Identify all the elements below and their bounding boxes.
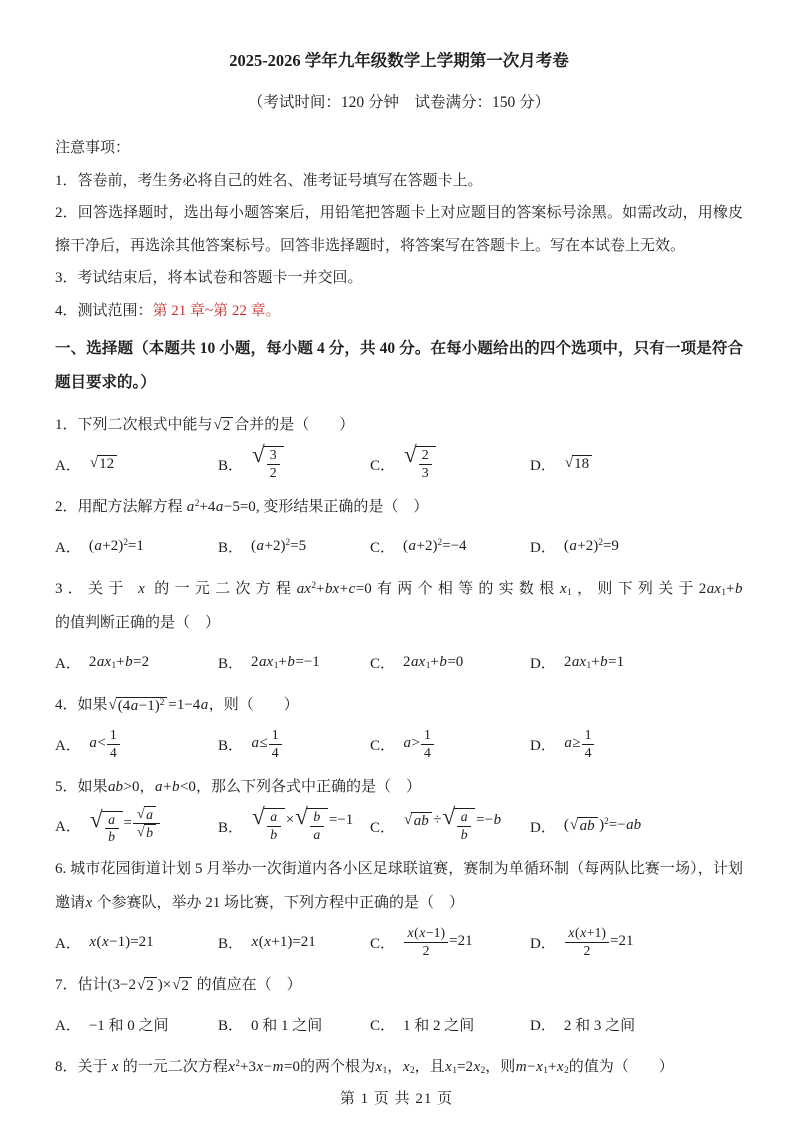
option-a <box>55 652 218 673</box>
math-formula <box>251 442 285 480</box>
option-c <box>370 652 530 673</box>
radical-sign-icon: √ <box>136 977 146 993</box>
text-run: 1 和 2 之间 <box>403 1017 475 1034</box>
text-run: 2 和 3 之间 <box>563 1017 636 1034</box>
math-formula: ( √ ab )$^2$=−ab <box>563 817 642 835</box>
fraction: $\frac{1}{4}$ <box>421 727 434 761</box>
text-run: 个参赛队，举办 21 场比赛，下列方程中正确的是（ ） <box>92 895 464 911</box>
option-a <box>55 727 218 761</box>
math-formula: (3−2 √ 2 )× √ 2 <box>108 977 193 993</box>
text-run: 的一元二次方程 <box>118 1059 228 1075</box>
text-run: 第 21 章~第 22 章。 <box>152 302 281 319</box>
sqrt-radical: √ 12 <box>90 455 117 473</box>
math-formula: $x_2$ <box>402 1059 415 1076</box>
math-formula: x <box>85 895 93 911</box>
radical-sign-icon: √ <box>404 812 413 829</box>
option-content <box>403 804 502 843</box>
notice-item <box>55 295 743 328</box>
option-label: B． <box>218 1017 244 1034</box>
options-row <box>55 804 743 848</box>
option-content <box>251 804 354 843</box>
fraction: $\frac{1}{4}$ <box>269 727 282 761</box>
notice-heading: 注意事项： <box>55 140 131 156</box>
radical-sign-icon: √ <box>108 697 117 713</box>
text-run: 5．如果 <box>55 779 108 795</box>
notice-item <box>55 197 743 262</box>
fraction: $\frac{1}{4}$ <box>107 727 120 761</box>
option-d <box>530 454 743 475</box>
math-formula: $x_1$ <box>375 1059 388 1076</box>
math-formula: $2ax_1+b=-1$ <box>251 653 320 671</box>
option-content <box>564 925 634 959</box>
notice-item <box>55 165 743 198</box>
option-a <box>55 536 218 557</box>
question-1 <box>55 408 743 486</box>
question-stem <box>55 770 743 804</box>
math-formula: $m-x_1+x_2$ <box>515 1059 569 1076</box>
text-run: 0 和 1 之间 <box>251 1017 323 1034</box>
option-label: D． <box>530 655 556 672</box>
option-d <box>530 652 743 673</box>
radical-sign-icon: √ <box>136 823 145 839</box>
math-formula: $x^2+3x-m=0$ <box>228 1058 300 1075</box>
math-formula: x <box>138 581 145 597</box>
fraction <box>133 806 160 840</box>
math-formula: x(x−1)=21 <box>89 933 154 950</box>
option-b <box>218 442 370 481</box>
sqrt-radical <box>404 442 436 481</box>
text-run: 1．答卷前，考生务必将自己的姓名、准考证号填写在答题卡上。 <box>55 172 483 189</box>
option-label: A． <box>55 457 81 474</box>
text-run: 的值判断正确的是（ ） <box>55 615 221 631</box>
math-formula: $(a+2)^2=9$ <box>563 537 619 554</box>
page-title: 2025-2026 学年九年级数学上学期第一次月考卷 <box>229 51 569 70</box>
radical-sign-icon: √ <box>295 804 308 831</box>
radical-sign-icon: √ <box>404 442 417 469</box>
option-label: C． <box>370 819 396 836</box>
text-run: 4．测试范围： <box>55 302 153 319</box>
option-b <box>218 932 370 953</box>
text-run: 3．关于 <box>55 581 138 597</box>
math-formula: a≤ $\frac{1}{4}$ <box>251 735 283 751</box>
option-content <box>403 727 435 761</box>
sqrt-radical: √ 2 <box>172 977 192 995</box>
option-label: D． <box>530 1017 556 1034</box>
math-formula: √ $(4a-1)^2$ =1−4a <box>108 697 209 714</box>
option-c <box>370 442 530 481</box>
option-content <box>251 442 285 481</box>
math-formula: √ $\frac{a}{b}$ × √ $\frac{b}{a}$ =−1 <box>252 804 354 842</box>
option-label: B． <box>218 655 244 672</box>
option-d <box>530 816 743 837</box>
radical-sign-icon: √ <box>213 417 222 433</box>
option-a <box>55 932 218 953</box>
text-run: 7．估计 <box>55 977 108 993</box>
option-content <box>89 654 149 671</box>
math-formula: $2ax_1+b$ <box>698 581 743 598</box>
fraction: $\frac{x(x-1)}{2}$ <box>404 925 448 959</box>
options-row <box>55 1002 743 1046</box>
math-formula <box>89 455 118 471</box>
sqrt-radical: √ a <box>137 806 156 822</box>
sqrt-radical: √ 2 <box>137 977 157 995</box>
math-formula: √ ab ÷ √ $\frac{a}{b}$ =−b <box>404 804 502 842</box>
section-heading: 一、选择题（本题共 10 小题，每小题 4 分，共 40 分。在每小题给出的四个选项中，只有一项是符合题目要求的。） <box>55 340 743 391</box>
option-content <box>403 1014 474 1035</box>
math-formula: a< $\frac{1}{4}$ <box>89 735 121 751</box>
math-formula: ab>0 <box>108 779 140 795</box>
option-b <box>218 727 370 761</box>
option-c <box>370 804 530 843</box>
text-run: 1．下列二次根式中能与 <box>55 417 213 433</box>
option-content <box>251 934 316 951</box>
sqrt-radical: √ 2 <box>214 417 234 435</box>
option-b <box>218 804 370 843</box>
radical-sign-icon: √ <box>564 455 574 472</box>
option-label: C． <box>370 935 396 952</box>
math-formula: a+b<0 <box>155 779 196 795</box>
question-stem <box>55 408 743 442</box>
text-run: 2．用配方法解方程 <box>55 499 187 515</box>
option-label: B． <box>218 737 244 754</box>
option-d <box>530 1014 743 1035</box>
option-content <box>89 806 162 846</box>
math-formula: a> $\frac{1}{4}$ <box>403 735 435 751</box>
fraction: $\frac{2}{3}$ <box>419 447 432 481</box>
option-content <box>251 1014 322 1035</box>
option-label: C． <box>370 655 396 672</box>
sqrt-radical <box>252 442 284 481</box>
math-formula: $\frac{x(x+1)}{2}$ =21 <box>564 933 634 949</box>
option-d <box>530 727 743 761</box>
math-formula <box>213 417 235 433</box>
text-run: −1 和 0 之间 <box>88 1017 169 1034</box>
option-label: B． <box>218 935 244 952</box>
option-label: A． <box>55 819 81 836</box>
fraction: $\frac{b}{a}$ <box>310 809 324 843</box>
option-label: C． <box>370 1017 396 1034</box>
text-run: 合并的是（ ） <box>234 417 355 433</box>
question-stem <box>55 490 743 524</box>
math-formula: $2ax_1+b=2$ <box>88 653 150 671</box>
option-label: C． <box>370 737 396 754</box>
question-7 <box>55 968 743 1046</box>
option-d <box>530 925 743 959</box>
option-label: D． <box>530 819 556 836</box>
option-content <box>89 727 121 761</box>
question-stem <box>55 1050 743 1084</box>
option-content <box>564 1014 635 1035</box>
page-footer: 第 1 页 共 21 页 <box>339 1091 454 1107</box>
option-b <box>218 536 370 557</box>
option-content <box>403 442 437 481</box>
math-formula <box>403 442 437 480</box>
text-run: 的值应在（ ） <box>192 977 302 993</box>
option-content <box>564 538 619 555</box>
question-5 <box>55 770 743 848</box>
option-label: D． <box>530 737 556 754</box>
math-formula: √ $\frac{a}{b}$ = √ a √ b <box>89 815 162 831</box>
radical-sign-icon: √ <box>252 804 265 831</box>
text-run: ，那么下列各式中正确的是（ ） <box>195 779 421 795</box>
option-content <box>403 925 473 959</box>
text-run: 8．关于 <box>55 1059 112 1075</box>
text-run: 2．回答选择题时，选出每小题答案后，用铅笔把答题卡上对应题目的答案标号涂黑。如需改动，用橡皮擦干净后，再选涂其他答案标号。回答非选择题时，将答案写在答题卡上。写在本试卷上无效。 <box>55 205 743 254</box>
option-label: B． <box>218 539 244 556</box>
option-label: D． <box>530 539 556 556</box>
option-content <box>251 654 320 671</box>
sqrt-radical: √ b <box>137 824 156 840</box>
sqrt-radical: √ $(4a-1)^2$ <box>109 697 168 715</box>
question-stem <box>55 688 743 722</box>
radical-sign-icon: √ <box>442 804 456 831</box>
option-label: C． <box>370 539 396 556</box>
option-label: B． <box>218 819 244 836</box>
text-run: ， <box>387 1059 403 1075</box>
option-c <box>370 727 530 761</box>
options-row <box>55 640 743 684</box>
notice-section <box>55 132 743 327</box>
options-row <box>55 920 743 964</box>
sqrt-radical: √ 18 <box>565 455 592 473</box>
sqrt-radical <box>442 804 475 843</box>
text-run: 4．如果 <box>55 697 108 713</box>
text-run: , 变形结果正确的是（ ） <box>255 499 429 515</box>
math-formula: x <box>111 1059 119 1075</box>
text-run: ，且 <box>414 1059 445 1075</box>
option-label: A． <box>55 935 81 952</box>
notice-item <box>55 262 743 295</box>
option-content <box>403 538 467 555</box>
question-stem <box>55 572 743 640</box>
option-content <box>89 1014 169 1035</box>
radical-sign-icon: √ <box>172 977 181 993</box>
radical-sign-icon: √ <box>89 806 103 833</box>
options-row <box>55 524 743 568</box>
option-content <box>564 455 593 473</box>
option-b <box>218 652 370 673</box>
math-formula <box>564 455 593 471</box>
math-formula: a≥ $\frac{1}{4}$ <box>564 735 596 751</box>
radical-sign-icon: √ <box>136 806 145 822</box>
question-6 <box>55 852 743 964</box>
text-run: 的值为（ ） <box>568 1059 674 1075</box>
option-a <box>55 454 218 475</box>
option-d <box>530 536 743 557</box>
text-run: 的一元二次方程 <box>145 581 297 597</box>
option-label: A． <box>55 539 81 556</box>
question-2 <box>55 490 743 568</box>
fraction: $\frac{a}{b}$ <box>267 809 281 843</box>
option-label: D． <box>530 457 556 474</box>
sqrt-radical: √ ab <box>570 817 598 835</box>
exam-subtitle: （考试时间：120 分钟 试卷满分：150 分） <box>247 94 551 111</box>
sqrt-radical: √ ab <box>404 812 432 830</box>
option-content <box>89 455 118 473</box>
option-c <box>370 536 530 557</box>
text-run: ，则 <box>485 1059 516 1075</box>
sqrt-radical <box>295 804 328 843</box>
sqrt-radical <box>252 804 285 843</box>
question-4 <box>55 688 743 766</box>
option-content <box>564 817 642 835</box>
math-formula: $2ax_1+b=0$ <box>403 653 464 671</box>
option-content <box>564 654 624 671</box>
option-content <box>89 538 144 555</box>
questions <box>55 408 743 1084</box>
math-formula: $a^2+4a-5=0$ <box>186 498 256 515</box>
math-formula: $\frac{x(x-1)}{2}$ =21 <box>403 933 473 949</box>
question-3 <box>55 572 743 684</box>
text-run: 6. 城市花园街道计划 5 月举办一次街道内各小区足球联谊赛，赛制为单循环制（每两队比赛一场），计划邀请 <box>55 861 743 911</box>
text-run: ， <box>139 779 155 795</box>
option-label: C． <box>370 457 396 474</box>
math-formula: $(a+2)^2=-4$ <box>403 537 467 554</box>
math-formula: $x_1=2x_2$ <box>445 1059 486 1076</box>
math-formula: $(a+2)^2=5$ <box>251 537 307 554</box>
option-content <box>403 654 463 671</box>
option-label: B． <box>218 457 244 474</box>
option-label: A． <box>55 1017 81 1034</box>
radical-sign-icon: √ <box>89 455 99 472</box>
text-run: 有两个相等的实数根 <box>371 581 560 597</box>
option-c <box>370 1014 530 1035</box>
fraction: $\frac{a}{b}$ <box>457 809 471 843</box>
option-content <box>89 934 154 951</box>
option-a <box>55 806 218 846</box>
text-run: ，则下列关于 <box>571 581 699 597</box>
option-c <box>370 925 530 959</box>
radical-sign-icon: √ <box>252 442 265 469</box>
options-row <box>55 442 743 486</box>
fraction: $\frac{1}{4}$ <box>582 727 595 761</box>
option-content <box>251 727 283 761</box>
options-row <box>55 722 743 766</box>
notice-list <box>55 165 743 328</box>
math-formula: $ax^2+bx+c=0$ <box>296 580 372 597</box>
text-run: 的两个根为 <box>299 1059 375 1075</box>
math-formula: $(a+2)^2=1$ <box>88 537 144 554</box>
option-b <box>218 1014 370 1035</box>
math-formula: $x_1$ <box>559 581 572 598</box>
fraction: $\frac{3}{2}$ <box>267 447 280 481</box>
fraction: $\frac{x(x+1)}{2}$ <box>565 925 609 959</box>
option-label: A． <box>55 655 81 672</box>
question-stem <box>55 968 743 1002</box>
question-8 <box>55 1050 743 1084</box>
text-run: 3．考试结束后，将本试卷和答题卡一并交回。 <box>55 270 363 286</box>
option-content <box>251 538 306 555</box>
radical-sign-icon: √ <box>569 817 579 834</box>
option-content <box>564 727 596 761</box>
math-formula: x(x+1)=21 <box>251 933 316 950</box>
option-label: A． <box>55 737 81 754</box>
question-stem <box>55 852 743 920</box>
option-a <box>55 1014 218 1035</box>
math-formula: $2ax_1+b=1$ <box>563 653 625 671</box>
fraction: $\frac{a}{b}$ <box>105 812 119 846</box>
option-label: D． <box>530 935 556 952</box>
text-run: ，则（ ） <box>208 697 299 713</box>
